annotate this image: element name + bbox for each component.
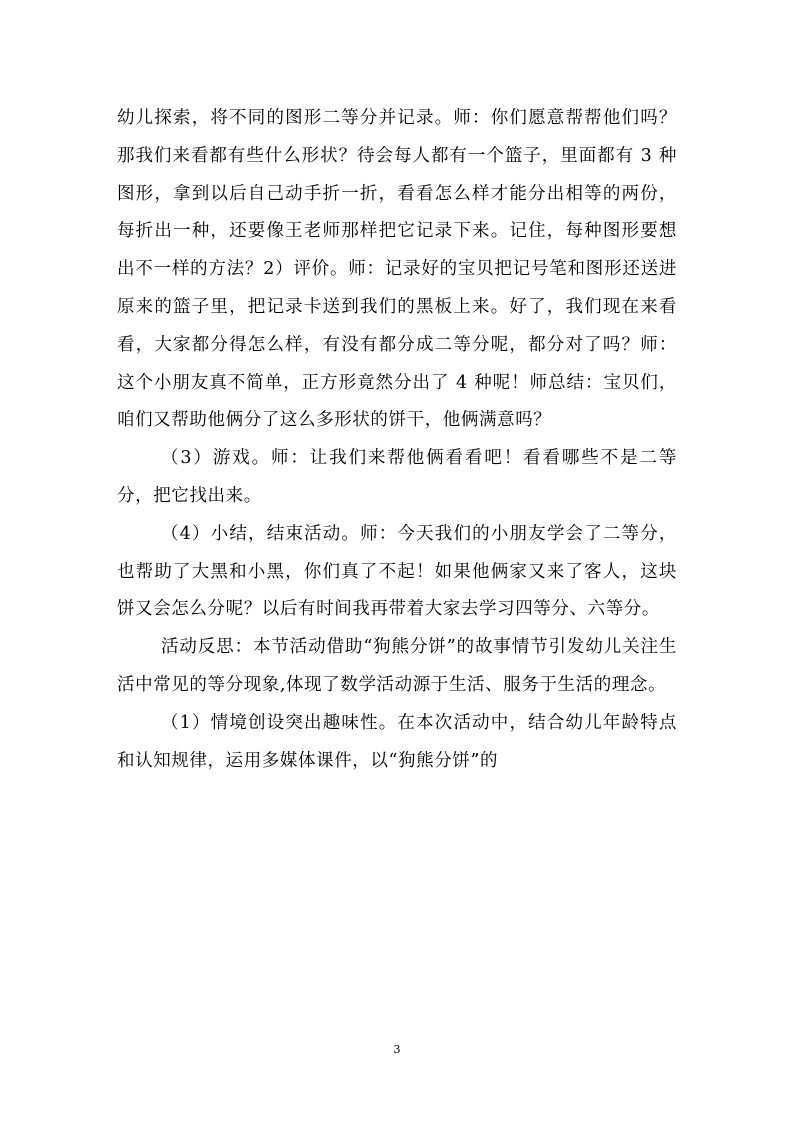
paragraph-2: （3）游戏。师：让我们来帮他俩看看吧！看看哪些不是二等分，把它找出来。 [117,448,677,506]
paragraph-1: 幼儿探索，将不同的图形二等分并记录。师：你们愿意帮帮他们吗？那我们来看都有些什么形状？待会每人都有一个篮子，里面都有 3 种图形，拿到以后自己动手折一折，看看怎么样才能分出相等的两份，每折出一种，还要像王老师那样把它记录下来。记住，每种图形要想出不一样的方法？2）评价。师：记录好的宝贝把记号笔和图形还送进原来的篮子里，把记录卡送到我们的黑板上来。好了，我们现在来看看，大家都分得怎么样，有没有都分成二等分呢，都分对了吗？师：这个小朋友真不简单，正方形竟然分出了 4 种呢！师总结：宝贝们，咱们又帮助他俩分了这么多形状的饼干，他俩满意吗？ [117,108,677,431]
paragraph-4: 活动反思：本节活动借助“狗熊分饼”的故事情节引发幼儿关注生活中常见的等分现象,体现了数学活动源于生活、服务于生活的理念。 [117,637,677,695]
document-body [117,100,677,780]
paragraph-3: （4）小结，结束活动。师：今天我们的小朋友学会了二等分，也帮助了大黑和小黑，你们真了不起！如果他俩家又来了客人，这块饼又会怎么分呢？以后有时间我再带着大家去学习四等分、六等分。 [117,523,677,620]
page-number: 3 [393,1043,401,1056]
paragraph-5: （1）情境创设突出趣味性。在本次活动中，结合幼儿年龄特点和认知规律，运用多媒体课件，以“狗熊分饼”的 [117,712,677,771]
